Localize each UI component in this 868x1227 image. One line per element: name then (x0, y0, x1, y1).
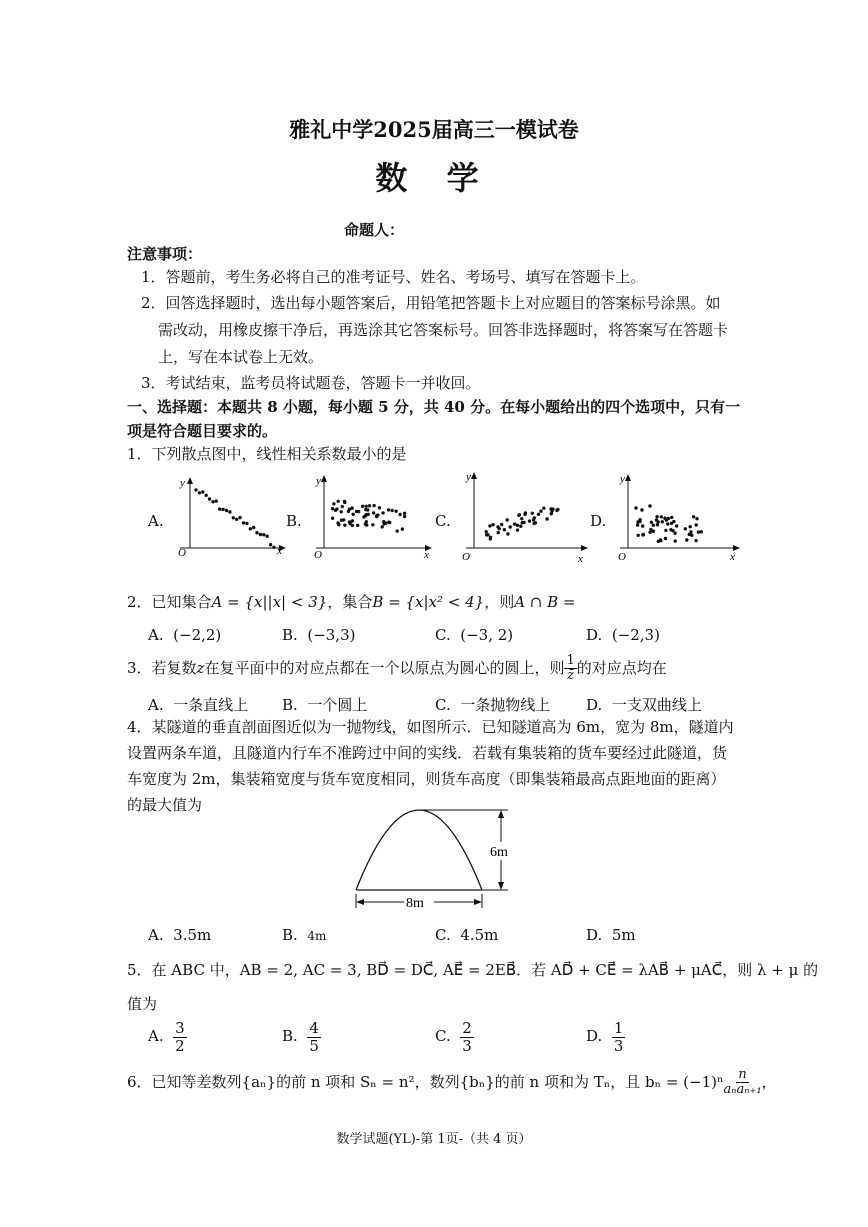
fraction-denominator: 3 (462, 1036, 472, 1055)
scatter-dot (664, 529, 667, 532)
scatter-dot (509, 525, 512, 528)
scatter-dot (516, 528, 519, 531)
scatter-dot (384, 522, 387, 525)
scatter-dot (550, 510, 553, 513)
scatter-dot (685, 538, 688, 541)
scatter-dot (636, 520, 639, 523)
notice-heading: 注意事项： (127, 245, 203, 263)
q4-option-a (148, 926, 211, 944)
question-4-line: 车宽度为 2m，集装箱宽度与货车宽度相同，则货车高度（即集装箱最高点距地面的距离） (127, 770, 726, 788)
scatter-dot (542, 507, 545, 510)
scatter-dot (352, 513, 355, 516)
scatter-dot (378, 506, 381, 509)
q2-option-c (435, 626, 513, 644)
scatter-dot (664, 537, 667, 540)
q1-option-b-label: B. (286, 512, 302, 530)
q6-stem-part: ， (761, 1072, 777, 1091)
scatter-dot (205, 494, 208, 497)
q5-option-a (148, 1020, 187, 1054)
scatter-dot (637, 534, 640, 537)
q1-option-c-label: C. (435, 512, 451, 530)
q3-option-b (282, 694, 367, 715)
q4-option-d (586, 926, 636, 944)
scatter-dot (670, 516, 673, 519)
scatter-dot (520, 517, 523, 520)
scatter-dot (215, 499, 218, 502)
x-axis-label: x (730, 551, 735, 563)
scatter-dot (245, 522, 248, 525)
q2-stem-part: ，则 (484, 593, 515, 611)
scatter-dot (208, 497, 211, 500)
scatter-dot (348, 520, 351, 523)
scatter-dot (690, 534, 693, 537)
option-label: C. (435, 696, 451, 714)
scatter-dot (343, 500, 346, 503)
notice-item: 需改动，用橡皮擦干净后，再选涂其它答案标号。回答非选择题时，将答案写在答题卡 (158, 321, 729, 339)
option-fraction (173, 1020, 187, 1054)
option-label: B. (282, 1027, 298, 1045)
q1-option-a-label: A. (148, 512, 164, 530)
scatter-dot (689, 525, 692, 528)
option-fraction (307, 1020, 321, 1054)
q3-fraction (564, 654, 576, 684)
q2-set-a: A = {x||x| < 3} (211, 593, 328, 611)
scatter-dot (500, 523, 503, 526)
option-fraction (460, 1020, 474, 1054)
notice-item: 1．答题前，考生务必将自己的准考证号、姓名、考场号、填写在答题卡上。 (141, 268, 646, 286)
question-5-line: 5．在 ABC 中，AB = 2, AC = 3, BD⃗ = DC⃗, AE⃗ = 2EB⃗．若 AD⃗ + CE⃗ = λAB⃗ + μAC⃗，则 λ + μ 的 (127, 961, 819, 979)
x-axis-label: x (424, 549, 429, 561)
scatter-dot (518, 513, 521, 516)
scatter-dot (555, 509, 558, 512)
scatter-dot (269, 543, 272, 546)
fraction-numerator: 4 (309, 1019, 319, 1037)
q5-option-b (282, 1020, 321, 1054)
scatter-dot (381, 511, 384, 514)
scatter-dot (485, 533, 488, 536)
scatter-dot (337, 500, 340, 503)
q1-option-d-label: D. (590, 512, 607, 530)
scatter-dot (361, 505, 364, 508)
fraction-denominator: 2 (175, 1036, 185, 1055)
q2-option-b (282, 626, 355, 644)
question-4-line: 的最大值为 (127, 796, 203, 814)
scatter-dot (235, 518, 238, 521)
scatter-dot (489, 536, 492, 539)
question-4-line: 4．某隧道的垂直剖面图近似为一抛物线，如图所示．已知隧道高为 6m，宽为 8m，隧道内 (127, 718, 734, 736)
question-3-stem (127, 654, 667, 684)
scatter-dot (242, 521, 245, 524)
option-text: (−2,3) (611, 626, 660, 644)
scatter-dot (634, 506, 637, 509)
option-text: 3.5m (173, 926, 212, 944)
scatter-dot (272, 546, 275, 549)
scatter-dot (394, 510, 397, 513)
scatter-dot (537, 513, 540, 516)
scatter-dot (524, 511, 527, 514)
scatter-dot (539, 510, 542, 513)
scatter-dot (672, 520, 675, 523)
q3-stem-part: 的对应点均在 (576, 658, 667, 677)
fraction-denominator: aₙaₙ₊₁ (723, 1082, 762, 1098)
scatter-dot (201, 490, 204, 493)
q3-option-d (586, 694, 702, 715)
option-text: (−2,2) (173, 626, 222, 644)
scatter-dot (341, 505, 344, 508)
q3-stem-part: 在复平面中的对应点都在一个以原点为圆心的圆上，则 (204, 658, 565, 677)
scatter-dot (390, 509, 393, 512)
scatter-dot (636, 523, 639, 526)
scatter-dot (381, 525, 384, 528)
scatter-dot (249, 527, 252, 530)
scatter-dot (332, 502, 335, 505)
scatter-dot (335, 507, 338, 510)
scatter-dot (401, 527, 404, 530)
scatter-dot (488, 524, 491, 527)
scatter-dot (660, 515, 663, 518)
tunnel-parabola-diagram (344, 808, 534, 916)
option-label: D. (586, 926, 603, 944)
scatter-dot (403, 515, 406, 518)
scatter-plot-d (614, 470, 746, 564)
scatter-dot (211, 500, 214, 503)
scatter-dot (667, 517, 670, 520)
scatter-dot (503, 528, 506, 531)
option-label: D. (586, 1027, 603, 1045)
option-text: (−3, 2) (460, 626, 514, 644)
scatter-plot-c (460, 468, 592, 564)
question-4-line: 设置两条车道，且隧道内行车不准跨过中间的实线．若载有集装箱的货车要经过此隧道，货 (127, 744, 728, 762)
scatter-dot (689, 530, 692, 533)
notice-item: 上，写在本试卷上无效。 (158, 348, 324, 366)
question-6-stem (127, 1068, 777, 1098)
origin-label: O (314, 549, 322, 561)
scatter-dot (694, 539, 697, 542)
scatter-dot (387, 521, 390, 524)
notice-item: 2．回答选择题时，选出每小题答案后，用铅笔把答题卡上对应题目的答案标号涂黑。如 (141, 294, 721, 312)
scatter-dot (666, 522, 669, 525)
scatter-dot (649, 528, 652, 531)
scatter-dot (506, 518, 509, 521)
scatter-dot (356, 524, 359, 527)
scatter-dot (340, 519, 343, 522)
author-label: 命题人： (344, 221, 405, 239)
scatter-dot (403, 512, 406, 515)
q3-z: z (196, 658, 205, 677)
scatter-dot (387, 508, 390, 511)
scatter-dot (642, 533, 645, 536)
scatter-dot (371, 523, 374, 526)
scatter-dot (372, 504, 375, 507)
option-label: D. (586, 626, 603, 644)
scatter-dot (531, 512, 534, 515)
height-label: 6m (490, 845, 508, 860)
scatter-dot (375, 515, 378, 518)
scatter-dot (497, 531, 500, 534)
scatter-dot (225, 509, 228, 512)
fraction-numerator: 2 (462, 1019, 472, 1037)
q3-stem-part: 3．若复数 (127, 658, 197, 677)
option-label: A. (148, 696, 164, 714)
scatter-dot (521, 521, 524, 524)
scatter-dot (343, 524, 346, 527)
scatter-dot (228, 510, 231, 513)
scatter-dot (673, 532, 676, 535)
scatter-dot (198, 491, 201, 494)
scatter-plot-b (310, 472, 436, 562)
option-text: (−3,3) (307, 626, 356, 644)
option-label: D. (586, 696, 603, 714)
scatter-dot (365, 505, 368, 508)
scatter-dot (695, 523, 698, 526)
fraction-numerator: 1 (566, 653, 575, 668)
option-text: 一条抛物线上 (460, 696, 551, 714)
scatter-dot (684, 527, 687, 530)
option-label: A. (148, 626, 164, 644)
scatter-dot (252, 526, 255, 529)
scatter-dot (695, 517, 698, 520)
scatter-dot (351, 519, 354, 522)
option-label: C. (435, 626, 451, 644)
scatter-dot (368, 504, 371, 507)
scatter-dot (513, 522, 516, 525)
scatter-dot (340, 510, 343, 513)
width-label: 8m (406, 896, 424, 911)
scatter-dot (640, 508, 643, 511)
scatter-dot (661, 520, 664, 523)
scatter-dot (528, 519, 531, 522)
q2-option-d (586, 626, 660, 644)
scatter-dot (697, 530, 700, 533)
scatter-dot (674, 539, 677, 542)
scatter-dot (655, 515, 658, 518)
scatter-dot (648, 504, 651, 507)
scatter-dot (506, 532, 509, 535)
scatter-dot (396, 529, 399, 532)
option-label: B. (282, 696, 298, 714)
fraction-denominator: z̄ (567, 668, 575, 684)
origin-label: O (178, 547, 186, 559)
question-2-stem (127, 591, 576, 612)
q6-stem-part: 6．已知等差数列{aₙ}的前 n 项和 Sₙ = n²，数列{bₙ}的前 n 项和为 Tₙ，且 bₙ = (−1)ⁿ (127, 1072, 724, 1091)
scatter-dot (255, 531, 258, 534)
y-axis-label: y (620, 473, 625, 485)
scatter-dot (355, 510, 358, 513)
exam-title: 雅礼中学2025届高三一模试卷 (289, 117, 579, 142)
fraction-denominator: 5 (309, 1036, 319, 1055)
option-label: A. (148, 926, 164, 944)
option-text: 4.5m (460, 926, 499, 944)
option-text: 一支双曲线上 (611, 696, 702, 714)
scatter-dot (485, 530, 488, 533)
scatter-dot (398, 513, 401, 516)
scatter-dot (238, 516, 241, 519)
parabola-arch (356, 810, 482, 890)
scatter-dot (337, 523, 340, 526)
scatter-dot (652, 524, 655, 527)
scatter-dot (259, 533, 262, 536)
notice-item: 3．考试结束，监考员将试题卷，答题卡一并收回。 (141, 374, 481, 392)
q5-option-d (586, 1020, 625, 1054)
y-axis-label: y (180, 477, 185, 489)
q2-set-b: B = {x|x² < 4} (372, 593, 485, 611)
y-axis-label: y (316, 475, 321, 487)
scatter-dot (669, 528, 672, 531)
y-axis-label: y (466, 471, 471, 483)
scatter-dot (656, 523, 659, 526)
scatter-dot (266, 535, 269, 538)
option-text: 一个圆上 (307, 696, 368, 714)
scatter-dot (641, 524, 644, 527)
origin-label: O (618, 551, 626, 563)
scatter-dot (372, 511, 375, 514)
q2-stem-part: ，集合 (327, 593, 373, 611)
scatter-dot (700, 530, 703, 533)
scatter-dot (545, 517, 548, 520)
q2-option-a (148, 626, 221, 644)
scatter-dot (262, 533, 265, 536)
fraction-numerator: n (738, 1067, 747, 1082)
subject-title: 数 学 (375, 159, 493, 197)
scatter-dot (351, 524, 354, 527)
scatter-dot (218, 507, 221, 510)
q6-fraction (723, 1068, 761, 1098)
q4-option-c (435, 926, 498, 944)
scatter-dot (532, 518, 535, 521)
scatter-dot (491, 523, 494, 526)
q2-intersection: A ∩ B = (514, 593, 576, 611)
scatter-dot (348, 508, 351, 511)
section-heading: 一、选择题：本题共 8 小题，每小题 5 分，共 40 分。在每小题给出的四个选项中，只有一 (127, 398, 741, 416)
option-label: B. (282, 626, 298, 644)
scatter-dot (365, 523, 368, 526)
scatter-dot (331, 517, 334, 520)
scatter-dot (519, 525, 522, 528)
scatter-plot-a (170, 474, 290, 562)
q4-option-b (282, 926, 326, 944)
fraction-numerator: 3 (175, 1019, 185, 1037)
scatter-dot (365, 520, 368, 523)
scatter-dot (692, 515, 695, 518)
fraction-denominator: 3 (613, 1036, 624, 1055)
option-label: C. (435, 1027, 451, 1045)
scatter-dot (650, 521, 653, 524)
x-axis-label: x (277, 545, 282, 557)
scatter-dot (366, 508, 369, 511)
q3-option-c (435, 694, 550, 715)
q5-option-c (435, 1020, 474, 1054)
x-axis-label: x (578, 553, 583, 564)
section-heading-cont: 项是符合题目要求的。 (127, 422, 278, 440)
scatter-dot (194, 488, 197, 491)
scatter-dot (367, 513, 370, 516)
option-label: B. (282, 926, 298, 944)
question-1-stem: 1．下列散点图中，线性相关系数最小的是 (127, 445, 407, 463)
scatter-dot (331, 507, 334, 510)
option-text: 4m (307, 929, 327, 943)
scatter-dot (675, 524, 678, 527)
q3-option-a (148, 694, 248, 715)
fraction-numerator: 1 (613, 1019, 624, 1037)
origin-label: O (462, 551, 470, 563)
scatter-dot (534, 521, 537, 524)
scatter-dot (657, 540, 660, 543)
scatter-dot (655, 518, 658, 521)
q2-stem-part: 2．已知集合 (127, 593, 212, 611)
option-text: 一条直线上 (173, 696, 249, 714)
option-fraction (612, 1020, 626, 1054)
scatter-dot (496, 525, 499, 528)
scatter-dot (221, 508, 224, 511)
option-label: C. (435, 926, 451, 944)
scatter-dot (232, 516, 235, 519)
page-footer: 数学试题(YL)-第 1页-（共 4 页） (336, 1132, 532, 1147)
option-label: A. (148, 1027, 164, 1045)
option-text: 5m (611, 926, 636, 944)
question-5-line: 值为 (127, 995, 158, 1013)
